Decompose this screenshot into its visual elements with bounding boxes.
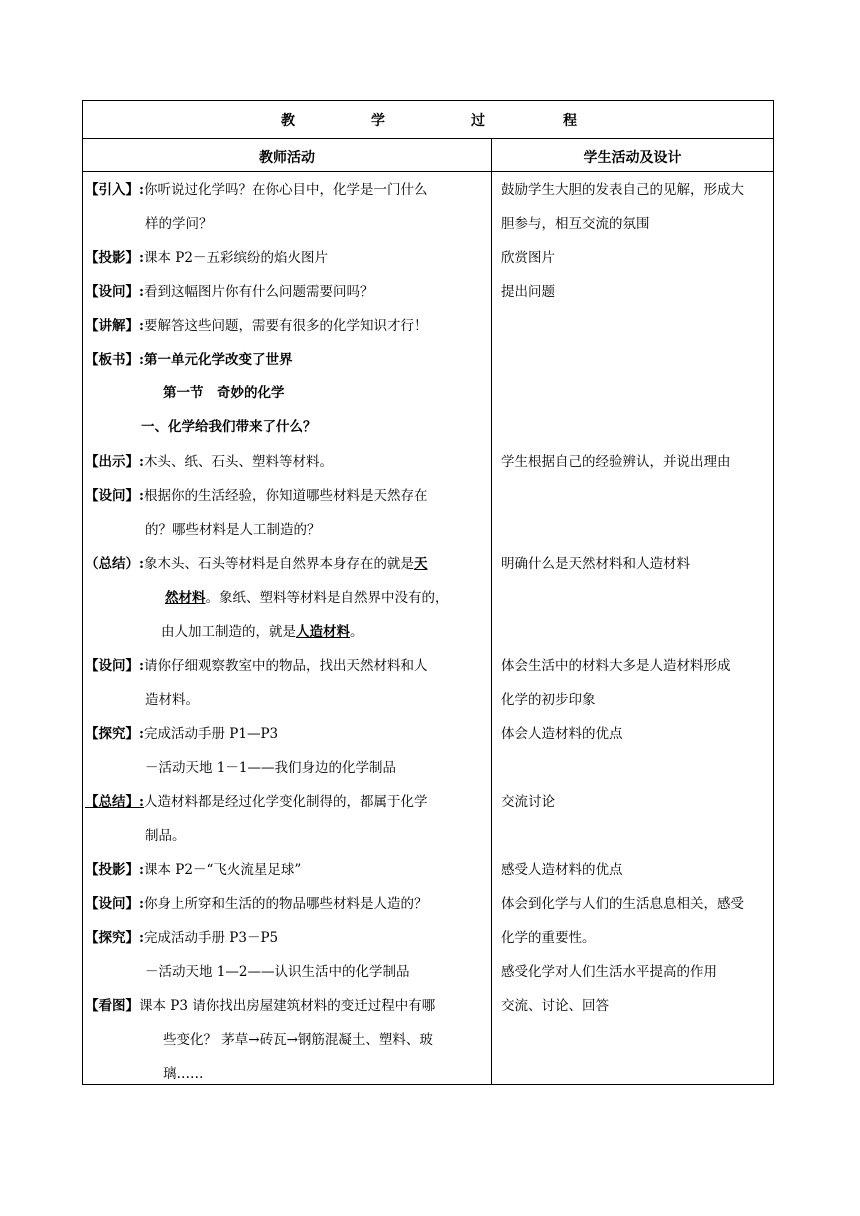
student-line: 胆参与，相互交流的氛围 — [501, 216, 650, 232]
teacher-line: 【探究】:完成活动手册 P1—P3 — [85, 726, 279, 742]
student-activity-header: 学生活动及设计 — [583, 150, 682, 166]
student-line: 感受化学对人们生活水平提高的作用 — [501, 964, 717, 980]
teacher-line: 造材料。 — [145, 692, 199, 708]
teacher-line: 【设问】:根据你的生活经验，你知道哪些材料是天然存在 — [85, 488, 428, 504]
student-line: 明确什么是天然材料和人造材料 — [501, 556, 690, 572]
teacher-line: 【总结】:人造材料都是经过化学变化制得的，都属于化学 — [85, 794, 428, 810]
student-line: 化学的初步印象 — [501, 692, 596, 708]
teacher-line: 【出示】:木头、纸、石头、塑料等材料。 — [85, 454, 333, 470]
teacher-line: 样的学问？ — [145, 216, 213, 232]
student-line: 学生根据自己的经验辨认，并说出理由 — [501, 454, 731, 470]
student-line: 欣赏图片 — [501, 250, 555, 266]
student-line: 提出问题 — [501, 284, 555, 300]
teacher-line: 的？哪些材料是人工制造的？ — [145, 522, 321, 538]
teacher-line: 制品。 — [145, 828, 186, 844]
student-line: 感受人造材料的优点 — [501, 862, 623, 878]
teacher-line: 【设问】:看到这幅图片你有什么问题需要问吗？ — [85, 284, 374, 300]
teacher-line: 【看图】课本 P3 请你找出房屋建筑材料的变迁过程中有哪 — [85, 998, 436, 1014]
column-header-row — [83, 139, 773, 172]
teacher-line: －活动天地 1—2——认识生活中的化学制品 — [145, 964, 410, 980]
teacher-line: 然材料。象纸、塑料等材料是自然界中没有的， — [165, 590, 449, 606]
teacher-line: 【设问】:你身上所穿和生活的的物品哪些材料是人造的？ — [85, 896, 428, 912]
teacher-line: 【引入】:你听说过化学吗？在你心目中，化学是一门什么 — [85, 182, 428, 198]
title-char: 教 — [281, 113, 295, 129]
student-line: 体会生活中的材料大多是人造材料形成 — [501, 658, 731, 674]
table-title-row — [83, 101, 773, 139]
student-line: 化学的重要性。 — [501, 930, 596, 946]
column-divider — [491, 139, 492, 1084]
teacher-line: 【探究】:完成活动手册 P3－P5 — [85, 930, 279, 946]
teacher-line: 由人加工制造的，就是人造材料。 — [161, 624, 364, 640]
teacher-line: －活动天地 1－1——我们身边的化学制品 — [145, 760, 396, 776]
section-heading: 第一节 奇妙的化学 — [163, 385, 285, 401]
teacher-line: 【设问】:请你仔细观察教室中的物品，找出天然材料和人 — [85, 658, 428, 674]
student-line: 鼓励学生大胆的发表自己的见解，形成大 — [501, 182, 744, 198]
teacher-line: 【投影】:课本 P2－“飞火流星足球” — [85, 862, 302, 878]
teacher-line: 璃…… — [163, 1066, 204, 1082]
student-line: 交流、讨论、回答 — [501, 998, 609, 1014]
teacher-activity-header: 教师活动 — [259, 150, 315, 166]
student-line: 体会到化学与人们的生活息息相关，感受 — [501, 896, 744, 912]
teacher-line: 【投影】:课本 P2－五彩缤纷的焰火图片 — [85, 250, 328, 266]
teacher-line: （总结）:象木头、石头等材料是自然界本身存在的就是天 — [85, 556, 428, 572]
student-line: 交流讨论 — [501, 794, 555, 810]
teacher-line: 些变化？ 茅草→砖瓦→钢筋混凝土、塑料、玻 — [163, 1032, 433, 1048]
student-line: 体会人造材料的优点 — [501, 726, 623, 742]
title-char: 过 — [471, 113, 485, 129]
teacher-line: 【板书】:第一单元化学改变了世界 — [85, 352, 293, 368]
title-char: 程 — [563, 113, 577, 129]
title-char: 学 — [371, 113, 385, 129]
lesson-table — [82, 100, 774, 1085]
subsection-heading: 一、化学给我们带来了什么？ — [141, 419, 317, 435]
teacher-line: 【讲解】:要解答这些问题，需要有很多的化学知识才行！ — [85, 318, 428, 334]
